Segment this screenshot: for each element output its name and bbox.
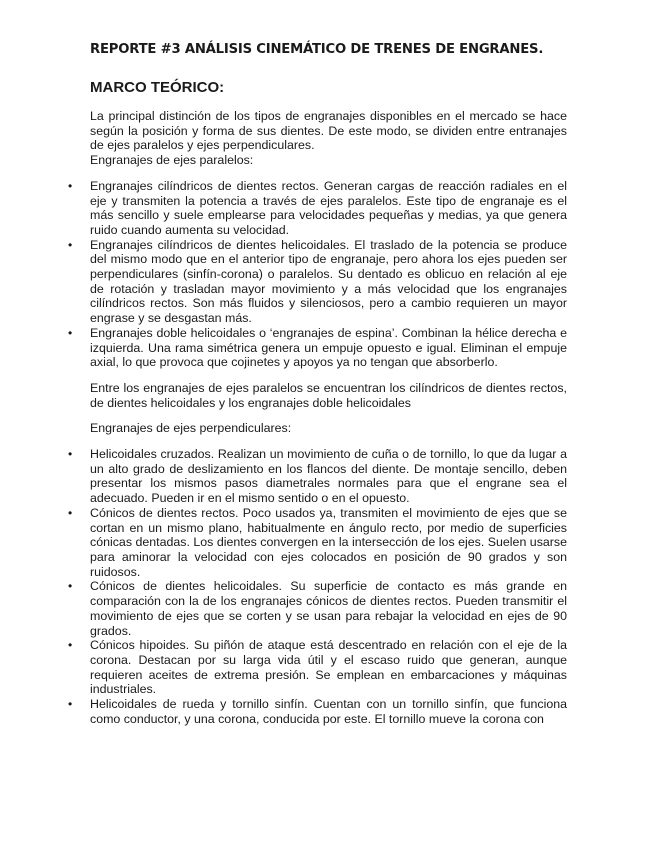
list-item (68, 447, 567, 506)
list-item (68, 325, 567, 370)
list-item (68, 178, 567, 238)
list-item (68, 505, 567, 580)
section-title: MARCO TEÓRICO: (90, 79, 225, 96)
list-item (68, 697, 567, 726)
report-title: REPORTE #3 ANÁLISIS CINEMÁTICO DE TRENES DE ENGRANES. (90, 42, 544, 57)
list-item-text: Helicoidales de rueda y tornillo sinfín. Cuentan con un tornillo sinfín, que funciona como conductor, y una corona, conducida por este. El tornillo mueve la corona con (90, 697, 567, 726)
bullet-icon: • (68, 579, 73, 594)
bullet-icon: • (68, 325, 73, 340)
bullet-icon: • (68, 178, 73, 193)
bullet-icon: • (68, 447, 73, 462)
bullet-icon: • (68, 237, 73, 252)
perpendicular-heading: Engranajes de ejes perpendiculares: (90, 421, 292, 436)
list-item (68, 237, 567, 326)
bullet-icon: • (68, 697, 73, 712)
perpendicular-list (68, 447, 567, 726)
intro-paragraph: La principal distinción de los tipos de engranajes disponibles en el mercado se hace según la posición y forma de sus dientes. De este modo, se dividen entre entranajes de ejes paralelos y ejes perpendiculares. (90, 109, 567, 153)
list-item (68, 579, 567, 638)
list-item-text: Helicoidales cruzados. Realizan un movimiento de cuña o de tornillo, lo que da lugar a un alto grado de deslizamiento en los flancos del diente. De montaje sencillo, deben presentar los mismos pasos diametrales normales para que el engrane sea el adecuado. Pueden ir en el mismo sentido o en el opuesto. (90, 447, 567, 506)
list-item-text: Engranajes cilíndricos de dientes helicoidales. El traslado de la potencia se produce del mismo modo que en el anterior tipo de engranaje, pero ahora los ejes pueden ser perpendiculares (sinfín-corona) o paralelos. Su dentado es oblicuo en relación al eje de rotación y trasladan mayor movimiento y a más velocidad que los engranajes cilíndricos rectos. Son más fluidos y silenciosos, pero a cambio requieren un mayor engrase y se desgastan más. (90, 237, 567, 326)
list-item-text: Engranajes cilíndricos de dientes rectos. Generan cargas de reacción radiales en el eje y transmiten la potencia a través de ejes paralelos. Este tipo de engranaje es el más sencillo y suele emplearse para velocidades pequeñas y medias, ya que genera ruido cuando aumenta su velocidad. (90, 178, 567, 237)
bullet-icon: • (68, 638, 73, 653)
list-item-text: Engranajes doble helicoidales o ‘engranajes de espina’. Combinan la hélice derecha e izquierda. Una rama simétrica genera un empuje opuesto e igual. Eliminan el empuje axial, lo que provoca que cojinetes y apoyos ya no tengan que absorberlo. (90, 325, 567, 370)
parallel-summary: Entre los engranajes de ejes paralelos se encuentran los cilíndricos de dientes rectos, de dientes helicoidales y los engranajes doble helicoidales (90, 380, 567, 410)
bullet-icon: • (68, 505, 73, 520)
list-item-text: Cónicos hipoides. Su piñón de ataque está descentrado en relación con el eje de la corona. Destacan por su larga vida útil y el escaso ruido que generan, aunque requieren aceites de extrema presión. Se emplean en embarcaciones y máquinas industriales. (90, 638, 567, 697)
list-item-text: Cónicos de dientes rectos. Poco usados ya, transmiten el movimiento de ejes que se cortan en un mismo plano, habitualmente en ángulo recto, por medio de superficies cónicas dentadas. Los dientes convergen en la intersección de los ejes. Suelen usarse para aminorar la velocidad con ejes colocados en posición de 90 grados y son ruidosos. (90, 505, 567, 579)
list-item (68, 638, 567, 697)
list-item-text: Cónicos de dientes helicoidales. Su superficie de contacto es más grande en comparación con la de los engranajes cónicos de dientes rectos. Pueden transmitir el movimiento de ejes que se corten y se usan para rebajar la velocidad en ejes de 90 grados. (90, 579, 567, 638)
parallel-list (68, 178, 567, 370)
parallel-heading: Engranajes de ejes paralelos: (90, 153, 254, 168)
